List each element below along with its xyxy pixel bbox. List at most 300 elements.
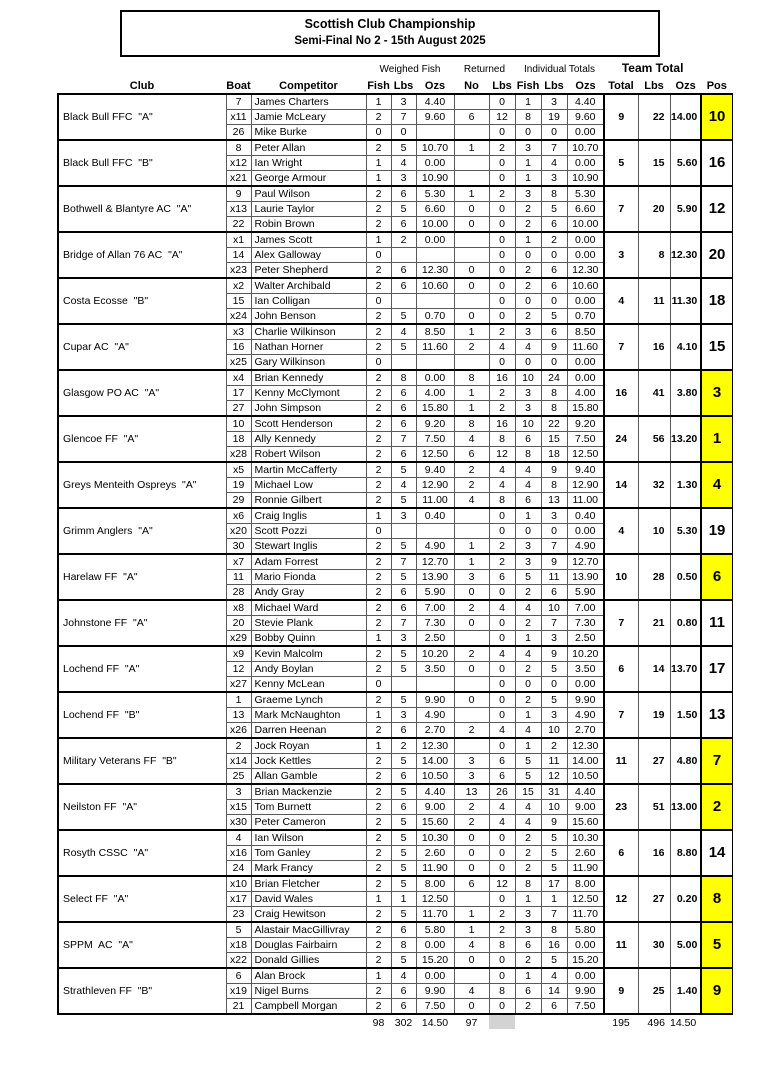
- ind-fish-cell: 2: [515, 953, 541, 969]
- ind-lbs-cell: 8: [541, 922, 567, 938]
- competitor-name-cell: Kenny McLean: [251, 677, 366, 693]
- ind-ozs-cell: 0.00: [567, 355, 604, 371]
- boat-number-cell: 26: [226, 125, 251, 141]
- weighed-lbs-cell: 1: [391, 892, 416, 907]
- returned-lbs-cell: 0: [489, 232, 515, 248]
- team-ozs-cell: 13.70: [670, 646, 701, 692]
- boat-number-cell: 22: [226, 217, 251, 233]
- page-title: Scottish Club Championship: [304, 17, 476, 31]
- competitor-name-cell: Charlie Wilkinson: [251, 324, 366, 340]
- ind-ozs-cell: 10.20: [567, 646, 604, 662]
- returned-lbs-cell: 4: [489, 478, 515, 493]
- weighed-ozs-cell: 10.50: [416, 769, 454, 785]
- ind-fish-cell: 2: [515, 999, 541, 1015]
- competitor-name-cell: Michael Ward: [251, 600, 366, 616]
- ind-ozs-cell: 15.60: [567, 815, 604, 831]
- team-ozs-cell: 13.00: [670, 784, 701, 830]
- weighed-ozs-cell: 8.00: [416, 876, 454, 892]
- competitor-row: [58, 784, 732, 800]
- weighed-lbs-cell: 3: [391, 508, 416, 524]
- competitor-name-cell: Brian Kennedy: [251, 370, 366, 386]
- competitor-row: [58, 692, 732, 708]
- weighed-lbs-cell: 4: [391, 478, 416, 493]
- ind-lbs-cell: 8: [541, 186, 567, 202]
- returned-no-cell: 0: [454, 278, 489, 294]
- ind-ozs-cell: 6.60: [567, 202, 604, 217]
- team-ozs-cell: 12.30: [670, 232, 701, 278]
- returned-lbs-cell: 6: [489, 769, 515, 785]
- team-ozs-cell: 4.80: [670, 738, 701, 784]
- team-ozs-cell: 3.80: [670, 370, 701, 416]
- returned-no-cell: 6: [454, 876, 489, 892]
- weighed-fish-cell: 2: [366, 907, 391, 923]
- ind-lbs-cell: 10: [541, 723, 567, 739]
- ind-ozs-cell: 12.30: [567, 263, 604, 279]
- ind-fish-cell: 4: [515, 600, 541, 616]
- returned-lbs-cell: 2: [489, 386, 515, 401]
- ind-lbs-cell: 18: [541, 447, 567, 463]
- competitor-name-cell: Craig Hewitson: [251, 907, 366, 923]
- weighed-lbs-cell: 8: [391, 370, 416, 386]
- competitor-name-cell: Andy Gray: [251, 585, 366, 601]
- competitor-name-cell: Robin Brown: [251, 217, 366, 233]
- team-total-cell: 7: [604, 600, 638, 646]
- boat-number-cell: 24: [226, 861, 251, 877]
- weighed-lbs-cell: 7: [391, 616, 416, 631]
- ind-fish-cell: 0: [515, 524, 541, 539]
- weighed-ozs-cell: 10.60: [416, 278, 454, 294]
- ind-lbs-cell: 16: [541, 938, 567, 953]
- returned-lbs-cell: 26: [489, 784, 515, 800]
- ind-fish-cell: 4: [515, 646, 541, 662]
- boat-number-cell: 29: [226, 493, 251, 509]
- boat-number-cell: x18: [226, 938, 251, 953]
- weighed-fish-cell: 2: [366, 370, 391, 386]
- weighed-fish-cell: 2: [366, 493, 391, 509]
- ind-lbs-cell: 9: [541, 646, 567, 662]
- team-lbs-cell: 8: [638, 232, 670, 278]
- boat-number-cell: 15: [226, 294, 251, 309]
- returned-no-cell: 0: [454, 953, 489, 969]
- ind-fish-cell: 6: [515, 984, 541, 999]
- club-name-cell: Select FF "A": [58, 876, 226, 922]
- team-lbs-cell: 14: [638, 646, 670, 692]
- team-lbs-cell: 32: [638, 462, 670, 508]
- weighed-lbs-cell: 8: [391, 938, 416, 953]
- weighed-ozs-cell: 9.60: [416, 110, 454, 125]
- weighed-fish-cell: 1: [366, 171, 391, 187]
- ind-fish-cell: 6: [515, 493, 541, 509]
- boat-number-cell: x8: [226, 600, 251, 616]
- ind-lbs-cell: 0: [541, 677, 567, 693]
- competitor-name-cell: Ian Colligan: [251, 294, 366, 309]
- weighed-lbs-cell: 5: [391, 692, 416, 708]
- footer-spacer: [515, 1014, 604, 1029]
- weighed-ozs-cell: 0.40: [416, 508, 454, 524]
- returned-no-cell: [454, 171, 489, 187]
- returned-lbs-cell: 8: [489, 493, 515, 509]
- weighed-fish-cell: 1: [366, 968, 391, 984]
- ind-lbs-cell: 6: [541, 217, 567, 233]
- weighed-fish-cell: 2: [366, 217, 391, 233]
- ind-fish-cell: 3: [515, 907, 541, 923]
- col-header-returned-no: No: [464, 80, 479, 92]
- returned-no-cell: 2: [454, 600, 489, 616]
- weighed-ozs-cell: 0.70: [416, 309, 454, 325]
- returned-no-cell: 0: [454, 309, 489, 325]
- returned-lbs-cell: 0: [489, 892, 515, 907]
- weighed-fish-cell: 2: [366, 800, 391, 815]
- weighed-ozs-cell: 0.00: [416, 968, 454, 984]
- competitor-name-cell: Adam Forrest: [251, 554, 366, 570]
- competitor-row: [58, 278, 732, 294]
- club-name-cell: Johnstone FF "A": [58, 600, 226, 646]
- team-lbs-cell: 20: [638, 186, 670, 232]
- ind-ozs-cell: 4.00: [567, 386, 604, 401]
- weighed-fish-cell: 0: [366, 248, 391, 263]
- ind-ozs-cell: 9.90: [567, 984, 604, 999]
- ind-fish-cell: 4: [515, 340, 541, 355]
- returned-lbs-cell: 2: [489, 324, 515, 340]
- competitor-name-cell: David Wales: [251, 892, 366, 907]
- competitor-row: [58, 140, 732, 156]
- club-name-cell: Cupar AC "A": [58, 324, 226, 370]
- ind-lbs-cell: 5: [541, 662, 567, 677]
- competitor-name-cell: Ronnie Gilbert: [251, 493, 366, 509]
- returned-no-cell: 4: [454, 432, 489, 447]
- team-total-cell: 11: [604, 922, 638, 968]
- weighed-fish-cell: 2: [366, 769, 391, 785]
- competitor-name-cell: Jock Royan: [251, 738, 366, 754]
- ind-lbs-cell: 9: [541, 815, 567, 831]
- returned-no-cell: [454, 892, 489, 907]
- boat-number-cell: 17: [226, 386, 251, 401]
- team-ozs-cell: 0.20: [670, 876, 701, 922]
- returned-no-cell: 1: [454, 186, 489, 202]
- team-ozs-cell: 13.20: [670, 416, 701, 462]
- team-total-cell: 4: [604, 278, 638, 324]
- col-header-club: Club: [129, 80, 155, 92]
- weighed-fish-cell: 1: [366, 508, 391, 524]
- boat-number-cell: x22: [226, 953, 251, 969]
- weighed-ozs-cell: 4.40: [416, 784, 454, 800]
- ind-ozs-cell: 0.00: [567, 968, 604, 984]
- returned-no-cell: [454, 94, 489, 110]
- weighed-lbs-cell: [391, 524, 416, 539]
- competitor-name-cell: Ally Kennedy: [251, 432, 366, 447]
- weighed-ozs-cell: 6.60: [416, 202, 454, 217]
- ind-lbs-cell: 24: [541, 370, 567, 386]
- weighed-lbs-cell: 6: [391, 217, 416, 233]
- ind-lbs-cell: 8: [541, 386, 567, 401]
- club-name-cell: Costa Ecosse "B": [58, 278, 226, 324]
- results-table-wrapper: [57, 61, 733, 1029]
- returned-no-cell: [454, 125, 489, 141]
- competitor-name-cell: Mark McNaughton: [251, 708, 366, 723]
- weighed-lbs-cell: 3: [391, 94, 416, 110]
- team-ozs-cell: 1.40: [670, 968, 701, 1014]
- club-name-cell: Glasgow PO AC "A": [58, 370, 226, 416]
- returned-lbs-cell: 0: [489, 248, 515, 263]
- competitor-row: [58, 324, 732, 340]
- weighed-fish-cell: 2: [366, 202, 391, 217]
- weighed-lbs-cell: [391, 248, 416, 263]
- team-ozs-cell: 4.10: [670, 324, 701, 370]
- returned-lbs-cell: 0: [489, 953, 515, 969]
- ind-fish-cell: 15: [515, 784, 541, 800]
- competitor-name-cell: Tom Burnett: [251, 800, 366, 815]
- competitor-row: [58, 876, 732, 892]
- competitor-name-cell: Donald Gillies: [251, 953, 366, 969]
- competitor-name-cell: Campbell Morgan: [251, 999, 366, 1015]
- returned-lbs-cell: 0: [489, 217, 515, 233]
- weighed-ozs-cell: 9.00: [416, 800, 454, 815]
- returned-lbs-cell: 16: [489, 416, 515, 432]
- ind-ozs-cell: 0.70: [567, 309, 604, 325]
- competitor-row: [58, 232, 732, 248]
- weighed-fish-cell: 2: [366, 953, 391, 969]
- weighed-lbs-cell: 6: [391, 585, 416, 601]
- competitor-name-cell: Scott Pozzi: [251, 524, 366, 539]
- ind-ozs-cell: 10.70: [567, 140, 604, 156]
- weighed-fish-cell: 2: [366, 186, 391, 202]
- competitor-name-cell: Nigel Burns: [251, 984, 366, 999]
- footer-returned-lbs-shaded-cell: [489, 1014, 515, 1029]
- returned-lbs-cell: 0: [489, 861, 515, 877]
- competitor-row: [58, 922, 732, 938]
- weighed-fish-cell: 2: [366, 570, 391, 585]
- weighed-ozs-cell: 2.50: [416, 631, 454, 647]
- returned-lbs-cell: 2: [489, 907, 515, 923]
- team-total-cell: 6: [604, 830, 638, 876]
- weighed-fish-cell: 2: [366, 416, 391, 432]
- returned-no-cell: 1: [454, 401, 489, 417]
- competitor-name-cell: Martin McCafferty: [251, 462, 366, 478]
- ind-lbs-cell: 10: [541, 600, 567, 616]
- team-ozs-cell: 1.50: [670, 692, 701, 738]
- ind-ozs-cell: 2.60: [567, 846, 604, 861]
- returned-lbs-cell: 8: [489, 984, 515, 999]
- returned-no-cell: [454, 708, 489, 723]
- col-header-weighed-fish: Fish: [367, 80, 390, 92]
- ind-lbs-cell: 6: [541, 278, 567, 294]
- ind-fish-cell: 2: [515, 830, 541, 846]
- returned-no-cell: [454, 232, 489, 248]
- weighed-fish-cell: 2: [366, 585, 391, 601]
- weighed-ozs-cell: 11.70: [416, 907, 454, 923]
- competitor-row: [58, 830, 732, 846]
- returned-no-cell: 8: [454, 416, 489, 432]
- ind-lbs-cell: 0: [541, 355, 567, 371]
- ind-lbs-cell: 31: [541, 784, 567, 800]
- ind-ozs-cell: 12.30: [567, 738, 604, 754]
- ind-lbs-cell: 0: [541, 294, 567, 309]
- boat-number-cell: 11: [226, 570, 251, 585]
- ind-ozs-cell: 11.60: [567, 340, 604, 355]
- weighed-ozs-cell: 14.00: [416, 754, 454, 769]
- returned-no-cell: 0: [454, 692, 489, 708]
- results-table: [57, 61, 733, 1029]
- team-lbs-cell: 10: [638, 508, 670, 554]
- boat-number-cell: x20: [226, 524, 251, 539]
- competitor-name-cell: Graeme Lynch: [251, 692, 366, 708]
- team-lbs-cell: 51: [638, 784, 670, 830]
- ind-lbs-cell: 3: [541, 94, 567, 110]
- weighed-fish-cell: 2: [366, 140, 391, 156]
- team-total-cell: 9: [604, 94, 638, 140]
- competitor-name-cell: Darren Heenan: [251, 723, 366, 739]
- club-name-cell: Bridge of Allan 76 AC "A": [58, 232, 226, 278]
- team-ozs-cell: 5.60: [670, 140, 701, 186]
- ind-ozs-cell: 15.20: [567, 953, 604, 969]
- team-total-cell: 6: [604, 646, 638, 692]
- boat-number-cell: 6: [226, 968, 251, 984]
- competitor-row: [58, 968, 732, 984]
- ind-ozs-cell: 12.50: [567, 447, 604, 463]
- competitor-row: [58, 416, 732, 432]
- boat-number-cell: 16: [226, 340, 251, 355]
- returned-no-cell: 1: [454, 324, 489, 340]
- competitor-row: [58, 646, 732, 662]
- team-lbs-cell: 16: [638, 324, 670, 370]
- ind-fish-cell: 2: [515, 846, 541, 861]
- weighed-fish-cell: 2: [366, 401, 391, 417]
- weighed-fish-cell: 2: [366, 984, 391, 999]
- position-cell: 6: [701, 554, 732, 600]
- boat-number-cell: 28: [226, 585, 251, 601]
- team-ozs-cell: 5.90: [670, 186, 701, 232]
- boat-number-cell: 14: [226, 248, 251, 263]
- competitor-name-cell: Jock Kettles: [251, 754, 366, 769]
- weighed-fish-cell: 1: [366, 631, 391, 647]
- ind-ozs-cell: 0.00: [567, 524, 604, 539]
- ind-lbs-cell: 0: [541, 248, 567, 263]
- boat-number-cell: 13: [226, 708, 251, 723]
- ind-lbs-cell: 5: [541, 861, 567, 877]
- table-body: [58, 94, 732, 1014]
- team-ozs-cell: 0.50: [670, 554, 701, 600]
- ind-lbs-cell: 3: [541, 631, 567, 647]
- ind-ozs-cell: 3.50: [567, 662, 604, 677]
- boat-number-cell: x21: [226, 171, 251, 187]
- returned-lbs-cell: 0: [489, 662, 515, 677]
- weighed-lbs-cell: 5: [391, 646, 416, 662]
- team-total-cell: 12: [604, 876, 638, 922]
- col-header-pos: Pos: [706, 80, 727, 92]
- boat-number-cell: x25: [226, 355, 251, 371]
- col-header-weighed-ozs: Ozs: [424, 80, 446, 92]
- weighed-lbs-cell: 5: [391, 784, 416, 800]
- weighed-fish-cell: 2: [366, 340, 391, 355]
- weighed-ozs-cell: 10.90: [416, 171, 454, 187]
- team-ozs-cell: 11.30: [670, 278, 701, 324]
- ind-fish-cell: 2: [515, 217, 541, 233]
- weighed-ozs-cell: 0.00: [416, 370, 454, 386]
- competitor-name-cell: Kenny McClymont: [251, 386, 366, 401]
- team-ozs-cell: 1.30: [670, 462, 701, 508]
- ind-lbs-cell: 8: [541, 401, 567, 417]
- weighed-fish-cell: 1: [366, 94, 391, 110]
- position-cell: 10: [701, 94, 732, 140]
- ind-fish-cell: 5: [515, 754, 541, 769]
- weighed-lbs-cell: [391, 294, 416, 309]
- ind-fish-cell: 2: [515, 278, 541, 294]
- ind-lbs-cell: 9: [541, 462, 567, 478]
- weighed-lbs-cell: 4: [391, 324, 416, 340]
- club-name-cell: Glencoe FF "A": [58, 416, 226, 462]
- ind-ozs-cell: 10.90: [567, 171, 604, 187]
- ind-ozs-cell: 12.70: [567, 554, 604, 570]
- returned-no-cell: [454, 294, 489, 309]
- ind-fish-cell: 10: [515, 370, 541, 386]
- ind-lbs-cell: 9: [541, 340, 567, 355]
- boat-number-cell: x7: [226, 554, 251, 570]
- weighed-lbs-cell: 6: [391, 186, 416, 202]
- returned-lbs-cell: 0: [489, 125, 515, 141]
- ind-fish-cell: 8: [515, 110, 541, 125]
- weighed-lbs-cell: 5: [391, 140, 416, 156]
- ind-ozs-cell: 11.70: [567, 907, 604, 923]
- team-total-cell: 14: [604, 462, 638, 508]
- weighed-fish-cell: 1: [366, 232, 391, 248]
- competitor-name-cell: Stewart Inglis: [251, 539, 366, 555]
- position-cell: 4: [701, 462, 732, 508]
- weighed-ozs-cell: 11.90: [416, 861, 454, 877]
- header-spacer: [58, 61, 366, 76]
- ind-fish-cell: 4: [515, 478, 541, 493]
- ind-fish-cell: 0: [515, 248, 541, 263]
- title-box: [120, 10, 660, 57]
- weighed-lbs-cell: 5: [391, 493, 416, 509]
- returned-no-cell: 8: [454, 370, 489, 386]
- competitor-name-cell: Brian Fletcher: [251, 876, 366, 892]
- returned-no-cell: 0: [454, 263, 489, 279]
- weighed-lbs-cell: 7: [391, 110, 416, 125]
- returned-lbs-cell: 16: [489, 370, 515, 386]
- page-subtitle: Semi-Final No 2 - 15th August 2025: [294, 35, 486, 47]
- ind-ozs-cell: 0.40: [567, 508, 604, 524]
- weighed-ozs-cell: [416, 355, 454, 371]
- weighed-ozs-cell: 4.90: [416, 708, 454, 723]
- ind-lbs-cell: 6: [541, 585, 567, 601]
- ind-lbs-cell: 7: [541, 140, 567, 156]
- team-total-cell: 4: [604, 508, 638, 554]
- competitor-name-cell: James Scott: [251, 232, 366, 248]
- weighed-ozs-cell: 5.30: [416, 186, 454, 202]
- returned-no-cell: [454, 968, 489, 984]
- ind-lbs-cell: 13: [541, 493, 567, 509]
- weighed-ozs-cell: 12.30: [416, 738, 454, 754]
- col-header-team-lbs: Lbs: [644, 80, 664, 92]
- returned-lbs-cell: 0: [489, 830, 515, 846]
- returned-no-cell: 1: [454, 386, 489, 401]
- ind-fish-cell: 5: [515, 570, 541, 585]
- club-name-cell: Bothwell & Blantyre AC "A": [58, 186, 226, 232]
- ind-ozs-cell: 10.00: [567, 217, 604, 233]
- weighed-lbs-cell: 6: [391, 401, 416, 417]
- competitor-name-cell: Scott Henderson: [251, 416, 366, 432]
- boat-number-cell: 9: [226, 186, 251, 202]
- weighed-ozs-cell: [416, 125, 454, 141]
- boat-number-cell: x14: [226, 754, 251, 769]
- ind-ozs-cell: 0.00: [567, 232, 604, 248]
- column-header-row: [58, 76, 732, 94]
- ind-fish-cell: 8: [515, 447, 541, 463]
- returned-no-cell: 6: [454, 110, 489, 125]
- returned-no-cell: [454, 355, 489, 371]
- weighed-fish-cell: 2: [366, 938, 391, 953]
- returned-lbs-cell: 0: [489, 508, 515, 524]
